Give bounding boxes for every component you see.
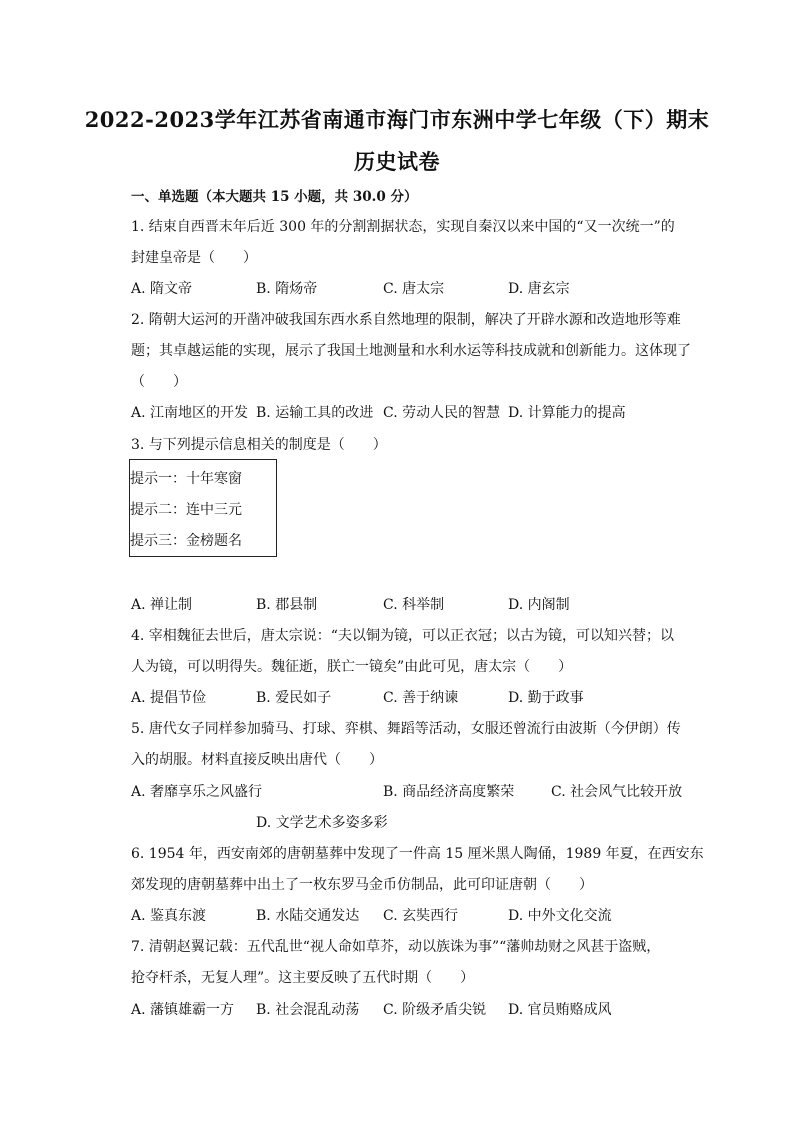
question-4-option-a: A. 提倡节俭 — [131, 690, 207, 706]
section-heading: 一、单选题（本大题共 15 小题，共 30.0 分） — [131, 189, 418, 205]
question-2-option-c: C. 劳动人民的智慧 — [383, 405, 501, 421]
question-5-stem-line1: 5. 唐代女子同样参加骑马、打球、弈棋、舞蹈等活动，女服还曾流行由波斯（今伊朗）传 — [131, 721, 681, 737]
question-5-stem-line2: 入的胡服。材料直接反映出唐代（ ） — [131, 752, 383, 768]
question-1-option-b: B. 隋炀帝 — [256, 281, 318, 297]
question-5-option-c: C. 社会风气比较开放 — [551, 784, 683, 800]
hint-1: 提示一：十年寒窗 — [130, 471, 242, 487]
question-2-option-a: A. 江南地区的开发 — [131, 405, 249, 421]
question-4-stem-line1: 4. 宰相魏征去世后，唐太宗说：“夫以铜为镜，可以正衣冠；以古为镜，可以知兴替；以 — [131, 628, 674, 644]
hint-2: 提示二：连中三元 — [130, 502, 242, 518]
question-1-option-d: D. 唐玄宗 — [508, 281, 570, 297]
question-2-stem-line3: （ ） — [131, 374, 187, 390]
hint-box — [129, 459, 277, 557]
question-7-option-c: C. 阶级矛盾尖锐 — [383, 1002, 487, 1018]
question-6-option-d: D. 中外文化交流 — [508, 908, 612, 924]
exam-title-line2: 历史试卷 — [354, 149, 440, 174]
question-1-option-c: C. 唐太宗 — [383, 281, 445, 297]
question-2-option-d: D. 计算能力的提高 — [508, 405, 626, 421]
question-5-option-a: A. 奢靡享乐之风盛行 — [131, 784, 263, 800]
question-4-stem-line2: 人为镜，可以明得失。魏征逝，朕亡一镜矣”由此可见，唐太宗（ ） — [131, 659, 573, 675]
question-2-option-b: B. 运输工具的改进 — [256, 405, 374, 421]
question-4-option-c: C. 善于纳谏 — [383, 690, 459, 706]
question-5-option-b: B. 商品经济高度繁荣 — [383, 784, 515, 800]
question-7-option-a: A. 藩镇雄霸一方 — [131, 1002, 235, 1018]
question-7-stem-line1: 7. 清朝赵翼记载：五代乱世“视人命如草芥，动以族诛为事”“藩帅劫财之风甚于盗贼， — [131, 939, 661, 955]
question-3-option-d: D. 内阁制 — [508, 597, 570, 613]
question-1-stem-line1: 1. 结束自西晋末年后近 300 年的分割割据状态，实现自秦汉以来中国的“又一次统一”的 — [131, 219, 675, 235]
question-6-option-c: C. 玄奘西行 — [383, 908, 459, 924]
question-1-option-a: A. 隋文帝 — [131, 281, 193, 297]
question-7-stem-line2: 抢夺杆杀，无复人理”。这主要反映了五代时期（ ） — [131, 970, 475, 986]
question-3-option-a: A. 禅让制 — [131, 597, 193, 613]
question-4-option-d: D. 勤于政事 — [508, 690, 584, 706]
question-6-option-a: A. 鉴真东渡 — [131, 908, 207, 924]
question-6-stem-line1: 6. 1954 年，西安南郊的唐朝墓葬中发现了一件高 15 厘米黑人陶俑，1989 年夏，在西安东 — [131, 846, 704, 862]
question-5-option-d: D. 文学艺术多姿多彩 — [256, 815, 388, 831]
question-6-stem-line2: 郊发现的唐朝墓葬中出土了一枚东罗马金币仿制品，此可印证唐朝（ ） — [131, 877, 593, 893]
question-4-option-b: B. 爱民如子 — [256, 690, 332, 706]
question-6-option-b: B. 水陆交通发达 — [256, 908, 360, 924]
question-3-option-c: C. 科举制 — [383, 597, 445, 613]
question-3-option-b: B. 郡县制 — [256, 597, 318, 613]
hint-3: 提示三：金榜题名 — [130, 533, 242, 549]
question-2-stem-line2: 题；其卓越运能的实现，展示了我国土地测量和水利水运等科技成就和创新能力。这体现了 — [131, 343, 691, 359]
question-1-stem-line2: 封建皇帝是（ ） — [131, 250, 257, 266]
question-7-option-b: B. 社会混乱动荡 — [256, 1002, 360, 1018]
question-3-stem-line1: 3. 与下列提示信息相关的制度是（ ） — [131, 437, 387, 453]
exam-title-line1: 2022-2023学年江苏省南通市海门市东洲中学七年级（下）期末 — [84, 107, 710, 132]
question-2-stem-line1: 2. 隋朝大运河的开凿冲破我国东西水系自然地理的限制，解决了开辟水源和改造地形等难 — [131, 312, 681, 328]
question-7-option-d: D. 官员贿赂成风 — [508, 1002, 612, 1018]
